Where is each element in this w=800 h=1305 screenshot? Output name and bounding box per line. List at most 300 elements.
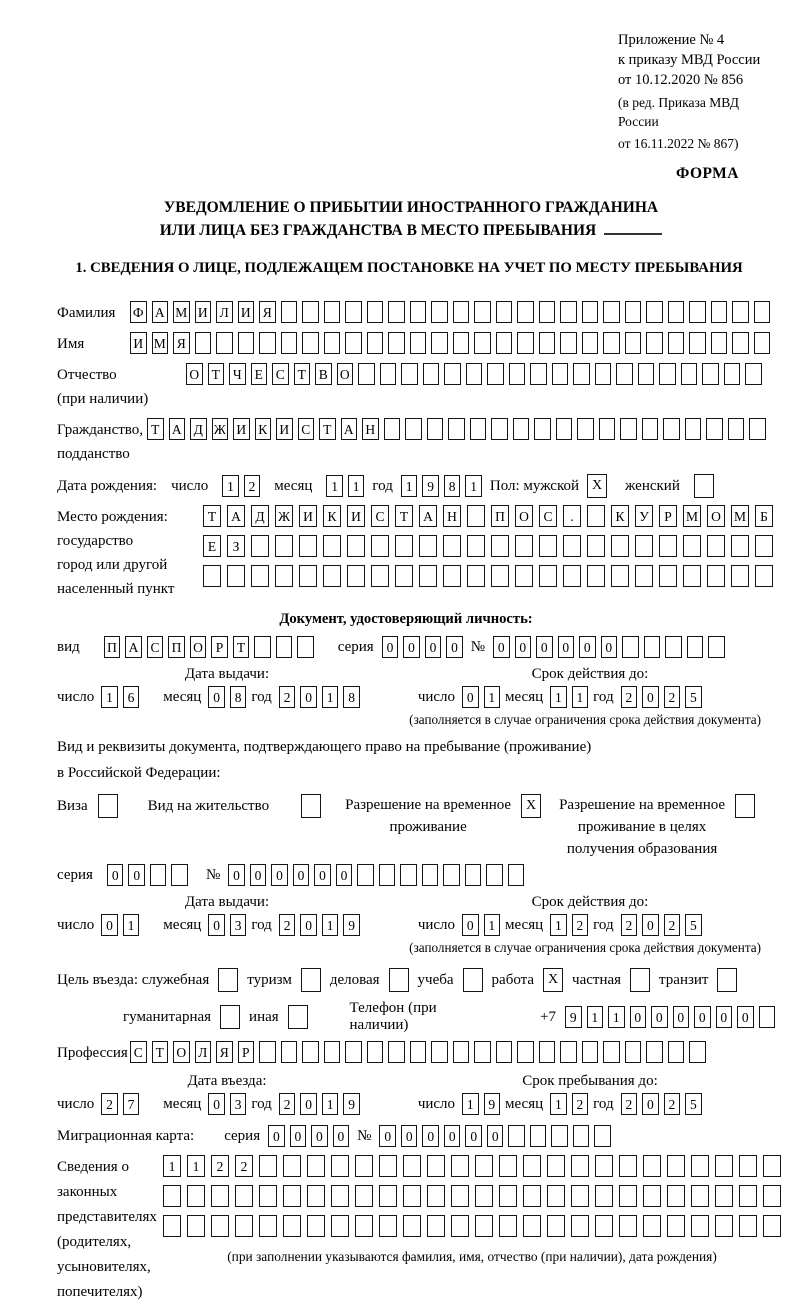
char-cell[interactable] [238, 332, 255, 354]
char-cell[interactable]: 0 [379, 1125, 396, 1147]
char-cell[interactable]: 9 [422, 475, 439, 497]
char-cell[interactable] [491, 418, 508, 440]
char-cell[interactable] [355, 1185, 373, 1207]
char-cell[interactable] [307, 1185, 325, 1207]
char-cell[interactable]: 2 [664, 914, 681, 936]
char-cell[interactable]: 0 [462, 914, 479, 936]
char-cell[interactable] [563, 565, 581, 587]
char-cell[interactable] [689, 332, 706, 354]
char-cell[interactable] [560, 332, 577, 354]
char-cell[interactable] [403, 1215, 421, 1237]
char-cell[interactable]: 8 [444, 475, 461, 497]
char-cell[interactable]: 0 [208, 914, 225, 936]
char-cell[interactable] [755, 565, 773, 587]
char-cell[interactable]: 1 [550, 914, 567, 936]
char-cell[interactable] [643, 1185, 661, 1207]
char-cell[interactable]: 0 [336, 864, 353, 886]
char-cell[interactable] [731, 535, 749, 557]
char-cell[interactable] [582, 1041, 599, 1063]
char-cell[interactable]: 0 [300, 1093, 317, 1115]
char-cell[interactable]: 0 [401, 1125, 418, 1147]
char-cell[interactable] [560, 301, 577, 323]
char-cell[interactable] [665, 636, 682, 658]
mk-nomer-cells[interactable] [379, 1125, 611, 1147]
char-cell[interactable] [724, 363, 741, 385]
char-cell[interactable] [307, 1155, 325, 1177]
char-cell[interactable] [453, 332, 470, 354]
char-cell[interactable] [423, 363, 440, 385]
char-cell[interactable] [475, 1215, 493, 1237]
char-cell[interactable] [644, 636, 661, 658]
char-cell[interactable] [379, 1155, 397, 1177]
char-cell[interactable] [582, 301, 599, 323]
char-cell[interactable] [465, 864, 482, 886]
char-cell[interactable]: 0 [382, 636, 399, 658]
entry-year-cells[interactable] [279, 1093, 360, 1115]
char-cell[interactable] [552, 363, 569, 385]
char-cell[interactable]: С [130, 1041, 147, 1063]
char-cell[interactable] [195, 332, 212, 354]
char-cell[interactable] [419, 565, 437, 587]
char-cell[interactable] [431, 1041, 448, 1063]
char-cell[interactable] [474, 332, 491, 354]
patronymic-cells[interactable] [186, 363, 762, 385]
char-cell[interactable]: У [635, 505, 653, 527]
char-cell[interactable] [711, 332, 728, 354]
char-cell[interactable] [611, 535, 629, 557]
char-cell[interactable] [302, 332, 319, 354]
char-cell[interactable] [367, 1041, 384, 1063]
char-cell[interactable] [345, 301, 362, 323]
char-cell[interactable]: 9 [343, 1093, 360, 1115]
birth-day-cells[interactable] [222, 475, 260, 497]
char-cell[interactable] [513, 418, 530, 440]
char-cell[interactable] [281, 1041, 298, 1063]
char-cell[interactable] [443, 565, 461, 587]
char-cell[interactable] [281, 332, 298, 354]
char-cell[interactable] [431, 332, 448, 354]
char-cell[interactable] [715, 1215, 733, 1237]
char-cell[interactable] [715, 1155, 733, 1177]
char-cell[interactable]: 9 [484, 1093, 501, 1115]
permit-seriya-cells[interactable] [107, 864, 188, 886]
char-cell[interactable]: С [539, 505, 557, 527]
char-cell[interactable] [347, 535, 365, 557]
char-cell[interactable] [560, 1041, 577, 1063]
permit-issue-month-cells[interactable] [208, 914, 246, 936]
char-cell[interactable] [401, 363, 418, 385]
birth-month-cells[interactable] [326, 475, 364, 497]
char-cell[interactable] [388, 1041, 405, 1063]
char-cell[interactable]: 0 [579, 636, 596, 658]
char-cell[interactable] [706, 418, 723, 440]
char-cell[interactable] [603, 301, 620, 323]
char-cell[interactable] [571, 1155, 589, 1177]
char-cell[interactable] [728, 418, 745, 440]
char-cell[interactable]: 0 [716, 1006, 733, 1028]
char-cell[interactable] [499, 1185, 517, 1207]
char-cell[interactable]: 2 [572, 914, 589, 936]
char-cell[interactable]: 1 [572, 686, 589, 708]
char-cell[interactable]: 1 [322, 686, 339, 708]
char-cell[interactable] [708, 636, 725, 658]
char-cell[interactable]: 0 [271, 864, 288, 886]
char-cell[interactable] [187, 1185, 205, 1207]
char-cell[interactable] [668, 332, 685, 354]
char-cell[interactable]: 9 [343, 914, 360, 936]
char-cell[interactable]: О [190, 636, 207, 658]
char-cell[interactable] [171, 864, 188, 886]
char-cell[interactable] [691, 1155, 709, 1177]
char-cell[interactable] [251, 565, 269, 587]
birthplace-cells-line3[interactable] [203, 565, 773, 587]
char-cell[interactable] [547, 1215, 565, 1237]
char-cell[interactable] [625, 1041, 642, 1063]
char-cell[interactable] [259, 1215, 277, 1237]
char-cell[interactable]: Н [362, 418, 379, 440]
char-cell[interactable]: 1 [550, 686, 567, 708]
char-cell[interactable]: О [186, 363, 203, 385]
char-cell[interactable] [371, 565, 389, 587]
char-cell[interactable] [603, 1041, 620, 1063]
char-cell[interactable] [451, 1215, 469, 1237]
char-cell[interactable]: А [227, 505, 245, 527]
char-cell[interactable]: 5 [685, 1093, 702, 1115]
char-cell[interactable] [400, 864, 417, 886]
char-cell[interactable] [474, 301, 491, 323]
char-cell[interactable] [299, 565, 317, 587]
char-cell[interactable] [448, 418, 465, 440]
stay-month-cells[interactable] [550, 1093, 588, 1115]
char-cell[interactable] [227, 565, 245, 587]
char-cell[interactable]: 8 [343, 686, 360, 708]
char-cell[interactable] [668, 1041, 685, 1063]
char-cell[interactable] [307, 1215, 325, 1237]
char-cell[interactable] [667, 1155, 685, 1177]
surname-cells[interactable] [130, 301, 770, 323]
char-cell[interactable] [635, 565, 653, 587]
char-cell[interactable] [689, 1041, 706, 1063]
char-cell[interactable] [163, 1185, 181, 1207]
char-cell[interactable] [345, 332, 362, 354]
char-cell[interactable]: 2 [621, 914, 638, 936]
char-cell[interactable] [487, 363, 504, 385]
char-cell[interactable] [667, 1185, 685, 1207]
char-cell[interactable]: И [299, 505, 317, 527]
id-issue-month-cells[interactable] [208, 686, 246, 708]
char-cell[interactable] [499, 1155, 517, 1177]
char-cell[interactable]: 2 [621, 1093, 638, 1115]
char-cell[interactable] [763, 1155, 781, 1177]
char-cell[interactable] [732, 332, 749, 354]
char-cell[interactable] [763, 1185, 781, 1207]
char-cell[interactable] [659, 535, 677, 557]
char-cell[interactable] [539, 535, 557, 557]
char-cell[interactable]: 0 [487, 1125, 504, 1147]
char-cell[interactable] [685, 418, 702, 440]
id-issue-day-cells[interactable] [101, 686, 139, 708]
char-cell[interactable]: 0 [536, 636, 553, 658]
char-cell[interactable]: Р [211, 636, 228, 658]
char-cell[interactable] [619, 1185, 637, 1207]
char-cell[interactable]: 6 [123, 686, 140, 708]
official-checkbox[interactable] [218, 968, 238, 992]
char-cell[interactable] [259, 1185, 277, 1207]
char-cell[interactable]: П [104, 636, 121, 658]
char-cell[interactable] [620, 418, 637, 440]
char-cell[interactable]: Ж [275, 505, 293, 527]
char-cell[interactable]: Б [755, 505, 773, 527]
citizenship-cells[interactable] [147, 418, 766, 440]
char-cell[interactable]: 1 [484, 686, 501, 708]
char-cell[interactable] [622, 636, 639, 658]
char-cell[interactable]: М [683, 505, 701, 527]
char-cell[interactable] [595, 1155, 613, 1177]
char-cell[interactable] [388, 332, 405, 354]
work-checkbox[interactable]: X [543, 968, 563, 992]
char-cell[interactable]: 0 [737, 1006, 754, 1028]
char-cell[interactable] [711, 301, 728, 323]
char-cell[interactable] [496, 301, 513, 323]
char-cell[interactable]: С [298, 418, 315, 440]
char-cell[interactable] [515, 565, 533, 587]
char-cell[interactable] [297, 636, 314, 658]
char-cell[interactable]: Т [147, 418, 164, 440]
char-cell[interactable] [508, 1125, 525, 1147]
char-cell[interactable] [324, 301, 341, 323]
char-cell[interactable] [163, 1215, 181, 1237]
char-cell[interactable]: М [731, 505, 749, 527]
business-checkbox[interactable] [389, 968, 409, 992]
char-cell[interactable] [587, 505, 605, 527]
char-cell[interactable] [587, 535, 605, 557]
char-cell[interactable] [763, 1215, 781, 1237]
char-cell[interactable]: 1 [326, 475, 343, 497]
char-cell[interactable] [683, 535, 701, 557]
residence-permit-checkbox[interactable] [301, 794, 321, 818]
char-cell[interactable] [517, 301, 534, 323]
char-cell[interactable] [345, 1041, 362, 1063]
char-cell[interactable] [563, 535, 581, 557]
char-cell[interactable] [331, 1155, 349, 1177]
char-cell[interactable]: С [272, 363, 289, 385]
char-cell[interactable] [754, 332, 771, 354]
char-cell[interactable]: 0 [228, 864, 245, 886]
char-cell[interactable] [259, 332, 276, 354]
char-cell[interactable]: 0 [642, 686, 659, 708]
char-cell[interactable] [539, 565, 557, 587]
permit-issue-year-cells[interactable] [279, 914, 360, 936]
char-cell[interactable]: 1 [187, 1155, 205, 1177]
char-cell[interactable] [691, 1185, 709, 1207]
char-cell[interactable]: 0 [651, 1006, 668, 1028]
char-cell[interactable] [687, 636, 704, 658]
char-cell[interactable]: 1 [550, 1093, 567, 1115]
char-cell[interactable]: Т [208, 363, 225, 385]
char-cell[interactable] [453, 1041, 470, 1063]
char-cell[interactable] [642, 418, 659, 440]
char-cell[interactable]: 3 [230, 1093, 247, 1115]
char-cell[interactable] [715, 1185, 733, 1207]
char-cell[interactable] [491, 535, 509, 557]
char-cell[interactable]: 1 [484, 914, 501, 936]
char-cell[interactable]: А [341, 418, 358, 440]
char-cell[interactable] [523, 1155, 541, 1177]
char-cell[interactable] [467, 565, 485, 587]
char-cell[interactable]: О [173, 1041, 190, 1063]
study-checkbox[interactable] [463, 968, 483, 992]
id-expiry-month-cells[interactable] [550, 686, 588, 708]
char-cell[interactable] [638, 363, 655, 385]
char-cell[interactable] [427, 1155, 445, 1177]
char-cell[interactable] [323, 535, 341, 557]
char-cell[interactable] [444, 363, 461, 385]
char-cell[interactable] [530, 363, 547, 385]
char-cell[interactable]: О [515, 505, 533, 527]
char-cell[interactable]: Н [443, 505, 461, 527]
char-cell[interactable] [254, 636, 271, 658]
char-cell[interactable] [283, 1215, 301, 1237]
char-cell[interactable]: 0 [630, 1006, 647, 1028]
char-cell[interactable]: 1 [462, 1093, 479, 1115]
permit-expiry-year-cells[interactable] [621, 914, 702, 936]
char-cell[interactable]: 0 [250, 864, 267, 886]
permit-expiry-month-cells[interactable] [550, 914, 588, 936]
char-cell[interactable] [302, 301, 319, 323]
char-cell[interactable]: К [323, 505, 341, 527]
char-cell[interactable] [299, 535, 317, 557]
char-cell[interactable] [523, 1185, 541, 1207]
char-cell[interactable] [547, 1155, 565, 1177]
char-cell[interactable]: 0 [311, 1125, 328, 1147]
char-cell[interactable]: 2 [211, 1155, 229, 1177]
char-cell[interactable]: Я [173, 332, 190, 354]
char-cell[interactable] [427, 418, 444, 440]
char-cell[interactable] [422, 864, 439, 886]
char-cell[interactable] [323, 565, 341, 587]
char-cell[interactable] [443, 535, 461, 557]
char-cell[interactable] [358, 363, 375, 385]
char-cell[interactable] [635, 535, 653, 557]
char-cell[interactable] [508, 864, 525, 886]
char-cell[interactable]: 1 [322, 914, 339, 936]
char-cell[interactable]: А [125, 636, 142, 658]
char-cell[interactable] [691, 1215, 709, 1237]
char-cell[interactable] [395, 565, 413, 587]
char-cell[interactable]: Ж [212, 418, 229, 440]
char-cell[interactable]: М [173, 301, 190, 323]
char-cell[interactable]: Д [190, 418, 207, 440]
char-cell[interactable] [496, 332, 513, 354]
char-cell[interactable]: Т [233, 636, 250, 658]
mk-seriya-cells[interactable] [268, 1125, 349, 1147]
char-cell[interactable]: . [563, 505, 581, 527]
char-cell[interactable] [486, 864, 503, 886]
char-cell[interactable] [556, 418, 573, 440]
char-cell[interactable] [515, 535, 533, 557]
guardians-cells-line2[interactable] [163, 1185, 781, 1207]
char-cell[interactable]: Ч [229, 363, 246, 385]
char-cell[interactable]: И [195, 301, 212, 323]
char-cell[interactable] [594, 1125, 611, 1147]
char-cell[interactable] [380, 363, 397, 385]
char-cell[interactable] [379, 1215, 397, 1237]
char-cell[interactable]: Р [659, 505, 677, 527]
char-cell[interactable]: К [611, 505, 629, 527]
char-cell[interactable]: 3 [230, 914, 247, 936]
char-cell[interactable] [395, 535, 413, 557]
char-cell[interactable]: С [371, 505, 389, 527]
char-cell[interactable] [619, 1155, 637, 1177]
char-cell[interactable]: 9 [565, 1006, 582, 1028]
id-nomer-cells[interactable] [493, 636, 725, 658]
phone-cells[interactable] [565, 1006, 775, 1028]
char-cell[interactable] [683, 565, 701, 587]
char-cell[interactable] [276, 636, 293, 658]
char-cell[interactable] [582, 332, 599, 354]
char-cell[interactable]: Д [251, 505, 269, 527]
char-cell[interactable]: 2 [279, 1093, 296, 1115]
char-cell[interactable] [491, 565, 509, 587]
char-cell[interactable]: М [152, 332, 169, 354]
char-cell[interactable] [355, 1155, 373, 1177]
char-cell[interactable]: Т [152, 1041, 169, 1063]
char-cell[interactable]: 2 [621, 686, 638, 708]
char-cell[interactable] [405, 418, 422, 440]
char-cell[interactable] [646, 1041, 663, 1063]
char-cell[interactable]: 0 [300, 914, 317, 936]
char-cell[interactable] [331, 1185, 349, 1207]
char-cell[interactable]: 2 [664, 1093, 681, 1115]
char-cell[interactable] [331, 1215, 349, 1237]
char-cell[interactable]: П [491, 505, 509, 527]
char-cell[interactable] [431, 301, 448, 323]
char-cell[interactable]: Т [203, 505, 221, 527]
char-cell[interactable] [347, 565, 365, 587]
entry-day-cells[interactable] [101, 1093, 139, 1115]
char-cell[interactable]: 0 [101, 914, 118, 936]
char-cell[interactable]: 0 [558, 636, 575, 658]
char-cell[interactable]: 1 [587, 1006, 604, 1028]
char-cell[interactable]: С [147, 636, 164, 658]
char-cell[interactable]: 0 [290, 1125, 307, 1147]
char-cell[interactable] [259, 1041, 276, 1063]
char-cell[interactable]: 5 [685, 914, 702, 936]
char-cell[interactable] [216, 332, 233, 354]
transit-checkbox[interactable] [717, 968, 737, 992]
char-cell[interactable]: К [255, 418, 272, 440]
char-cell[interactable] [275, 535, 293, 557]
sex-male-checkbox[interactable]: X [587, 474, 607, 498]
stay-day-cells[interactable] [462, 1093, 500, 1115]
name-cells[interactable] [130, 332, 770, 354]
char-cell[interactable] [523, 1215, 541, 1237]
birthplace-cells-line1[interactable] [203, 505, 773, 527]
char-cell[interactable]: 2 [101, 1093, 118, 1115]
char-cell[interactable] [707, 535, 725, 557]
char-cell[interactable] [625, 301, 642, 323]
char-cell[interactable]: 0 [422, 1125, 439, 1147]
char-cell[interactable] [659, 565, 677, 587]
char-cell[interactable] [379, 864, 396, 886]
char-cell[interactable] [643, 1215, 661, 1237]
char-cell[interactable]: Л [195, 1041, 212, 1063]
char-cell[interactable]: З [227, 535, 245, 557]
char-cell[interactable] [595, 1185, 613, 1207]
char-cell[interactable] [474, 1041, 491, 1063]
char-cell[interactable]: 5 [685, 686, 702, 708]
char-cell[interactable] [755, 535, 773, 557]
